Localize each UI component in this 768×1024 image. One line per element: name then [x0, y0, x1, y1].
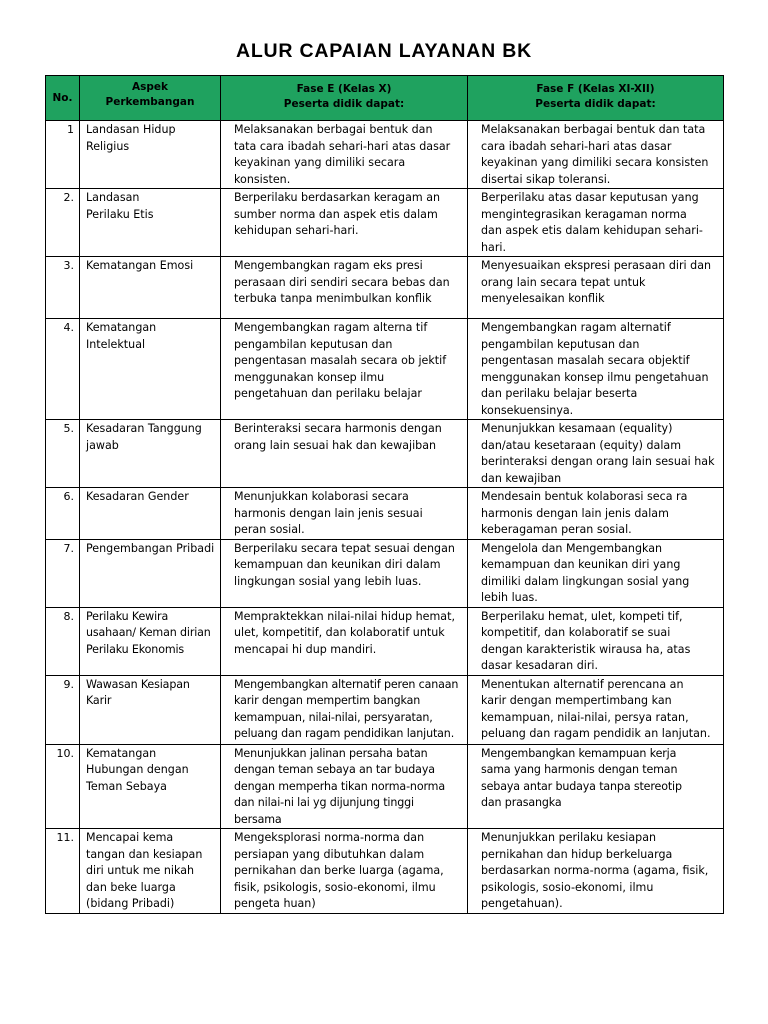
fase-f-cell-line: sama yang harmonis dengan teman — [481, 763, 678, 776]
fase-f-cell — [468, 675, 724, 744]
header-fase-f — [468, 76, 724, 121]
fase-e-cell-line: pernikahan dan berke luarga (agama, — [234, 864, 444, 877]
fase-f-cell — [468, 189, 724, 257]
fase-e-cell-line: Mengeksplorasi norma-norma dan — [234, 831, 425, 844]
fase-f-cell-line: peluang dan ragam pendidik an lanjutan. — [481, 727, 711, 740]
header-aspek-line: Aspek — [132, 81, 168, 93]
fase-f-cell-line: berinteraksi dengan orang lain sesuai hak — [481, 455, 715, 468]
fase-f-cell-line: karir dengan mempertimbang kan — [481, 694, 672, 707]
aspek-cell-line: Teman Sebaya — [86, 779, 167, 793]
fase-e-cell-line: Mempraktekkan nilai-nilai hidup hemat, — [234, 609, 455, 623]
aspek-cell-line: Kesadaran Gender — [86, 490, 189, 503]
row-number: 1 — [46, 121, 80, 189]
fase-e-cell-line: peluang dan ragam pendidikan lanjutan. — [234, 727, 455, 740]
fase-e-cell-line: pengambilan keputusan dan — [234, 337, 393, 351]
fase-e-cell-line: Mengembangkan ragam alterna tif — [234, 321, 428, 334]
table-row — [46, 121, 724, 189]
fase-f-cell — [468, 488, 724, 540]
fase-f-cell-line: menyelesaikan konflik — [481, 292, 605, 305]
fase-e-cell-line: Berperilaku secara tepat sesuai dengan — [234, 541, 455, 555]
fase-f-cell-line: dasar kesadaran diri. — [481, 659, 598, 672]
fase-f-cell-line: kemampuan, nilai-nilai, persya ratan, — [481, 710, 689, 724]
fase-f-cell-line: dan perilaku belajar beserta — [481, 387, 638, 400]
fase-f-cell-line: Mengembangkan kemampuan kerja — [481, 746, 677, 760]
fase-f-cell — [468, 607, 724, 675]
aspek-cell-line: Perilaku Etis — [86, 207, 154, 221]
aspek-cell-line: Karir — [86, 694, 112, 707]
table-row — [46, 607, 724, 675]
aspek-cell-line: Landasan Hidup — [86, 123, 176, 136]
fase-f-cell-line: Menunjukkan kesamaan (equality) — [481, 422, 673, 435]
fase-f-cell-line: Menentukan alternatif perencana an — [481, 677, 684, 691]
fase-f-cell-line: Berperilaku hemat, ulet, kompeti tif, — [481, 609, 683, 623]
fase-f-cell-line: psikologis, sosio-ekonomi, ilmu — [481, 880, 654, 894]
fase-e-cell-line: persiapan yang dibutuhkan dalam — [234, 847, 425, 861]
fase-f-cell-line: Menunjukkan perilaku kesiapan — [481, 831, 657, 844]
page-title: ALUR CAPAIAN LAYANAN BK — [235, 40, 533, 62]
table-row — [46, 420, 724, 488]
fase-e-cell-line: terbuka tanpa menimbulkan konflik — [234, 292, 432, 305]
aspek-cell — [80, 829, 221, 914]
fase-f-cell-line: Mendesain bentuk kolaborasi seca ra — [481, 490, 688, 503]
fase-f-cell — [468, 420, 724, 488]
aspek-cell — [80, 675, 221, 744]
fase-f-cell-line: dimiliki dalam lingkungan sosial yang — [481, 574, 690, 588]
aspek-cell-line: jawab — [86, 438, 119, 452]
header-fase-f-line: Fase F (Kelas XI-XII) — [536, 83, 655, 95]
fase-e-cell — [221, 189, 468, 257]
fase-f-cell-line: sebaya antar budaya tanpa stereotip — [481, 779, 682, 793]
row-number: 9. — [46, 675, 80, 744]
table-row — [46, 675, 724, 744]
aspek-cell-line: dan beke luarga — [86, 880, 176, 894]
fase-f-cell — [468, 319, 724, 420]
fase-f-cell-line: dan aspek etis dalam kehidupan sehari- — [481, 224, 703, 237]
fase-f-cell-line: pernikahan dan hidup berkeluarga — [481, 847, 673, 861]
aspek-cell — [80, 539, 221, 607]
table-row — [46, 319, 724, 420]
fase-e-cell-line: Menunjukkan kolaborasi secara — [234, 490, 409, 503]
fase-f-cell-line: Menyesuaikan ekspresi perasaan diri dan — [481, 259, 712, 272]
aspek-cell-line: Hubungan dengan — [86, 763, 189, 776]
fase-f-cell-line: keyakinan yang dimiliki secara konsisten — [481, 156, 709, 169]
aspek-cell-line: Kesadaran Tanggung — [86, 422, 202, 435]
fase-f-cell-line: Mengembangkan ragam alternatif — [481, 321, 671, 334]
fase-e-cell-line: Menunjukkan jalinan persaha batan — [234, 746, 428, 760]
fase-e-cell-line: Berperilaku berdasarkan keragam an — [234, 191, 441, 204]
fase-e-cell-line: fisik, psikologis, sosio-ekonomi, ilmu — [234, 880, 436, 894]
fase-f-cell — [468, 257, 724, 319]
fase-e-cell-line: menggunakan konsep ilmu — [234, 370, 385, 384]
fase-f-cell-line: dan kewajiban — [481, 471, 562, 485]
fase-e-cell — [221, 257, 468, 319]
fase-f-cell-line: Berperilaku atas dasar keputusan yang — [481, 191, 699, 204]
fase-e-cell-line: sumber norma dan aspek etis dalam — [234, 207, 438, 221]
row-number: 3. — [46, 257, 80, 319]
fase-f-cell-line: kompetitif, dan kolaboratif se suai — [481, 626, 671, 639]
row-number: 11. — [46, 829, 80, 914]
aspek-cell-line: Pengembangan Pribadi — [86, 541, 215, 555]
aspek-cell-line: Intelektual — [86, 337, 146, 351]
fase-f-cell-line: menggunakan konsep ilmu pengetahuan — [481, 370, 709, 384]
header-fase-f-line: Peserta didik dapat: — [535, 98, 656, 110]
fase-e-cell — [221, 121, 468, 189]
fase-e-cell-line: dengan memperha tikan norma-norma — [234, 779, 445, 793]
fase-e-cell-line: Mengembangkan alternatif peren canaan — [234, 677, 459, 691]
fase-f-cell-line: hari. — [481, 240, 506, 254]
fase-e-cell-line: ulet, kompetitif, dan kolaboratif untuk — [234, 626, 445, 639]
header-fase-e-line: Fase E (Kelas X) — [296, 83, 392, 95]
row-number: 2. — [46, 189, 80, 257]
fase-f-cell-line: dan/atau kesetaraan (equity) dalam — [481, 438, 682, 452]
fase-e-cell — [221, 829, 468, 914]
fase-f-cell-line: pengetahuan). — [481, 897, 563, 910]
row-number: 10. — [46, 744, 80, 829]
header-no: No. — [46, 76, 80, 121]
fase-e-cell-line: kehidupan sehari-hari. — [234, 224, 359, 237]
fase-f-cell-line: orang lain secara tepat untuk — [481, 275, 646, 289]
aspek-cell-line: usahaan/ Keman dirian — [86, 626, 211, 639]
fase-f-cell — [468, 539, 724, 607]
fase-f-cell-line: pengentasan masalah secara objektif — [481, 354, 690, 367]
fase-e-cell — [221, 488, 468, 540]
fase-e-cell — [221, 319, 468, 420]
header-aspek-line: Perkembangan — [105, 96, 195, 108]
aspek-cell — [80, 420, 221, 488]
table-row — [46, 257, 724, 319]
fase-f-cell-line: harmonis dengan lain jenis dalam — [481, 506, 669, 520]
fase-e-cell-line: konsisten. — [234, 172, 291, 186]
aspek-cell-line: Kematangan Emosi — [86, 259, 194, 272]
fase-f-cell — [468, 744, 724, 829]
fase-e-cell-line: Berinteraksi secara harmonis dengan — [234, 422, 442, 435]
fase-f-cell-line: konsekuensinya. — [481, 403, 574, 417]
fase-e-cell-line: keyakinan yang dimiliki secara — [234, 156, 406, 169]
aspek-cell — [80, 607, 221, 675]
fase-f-cell-line: Melaksanakan berbagai bentuk dan tata — [481, 123, 706, 136]
fase-e-cell-line: pengentasan masalah secara ob jektif — [234, 354, 447, 367]
fase-f-cell-line: dan prasangka — [481, 796, 562, 809]
fase-e-cell-line: mencapai hi dup mandiri. — [234, 642, 377, 656]
fase-f-cell-line: dengan karakteristik wirausa ha, atas — [481, 642, 691, 656]
table-row — [46, 539, 724, 607]
table-row — [46, 744, 724, 829]
fase-e-cell-line: orang lain sesuai hak dan kewajiban — [234, 438, 437, 452]
capaian-table — [45, 75, 724, 914]
aspek-cell-line: Wawasan Kesiapan — [86, 677, 190, 691]
aspek-cell-line: diri untuk me nikah — [86, 864, 195, 877]
aspek-cell-line: Kematangan — [86, 321, 157, 334]
row-number: 5. — [46, 420, 80, 488]
fase-f-cell-line: lebih luas. — [481, 591, 538, 604]
table-row — [46, 829, 724, 914]
aspek-cell-line: Landasan — [86, 191, 140, 204]
aspek-cell — [80, 319, 221, 420]
row-number: 7. — [46, 539, 80, 607]
fase-e-cell-line: pengeta huan) — [234, 897, 316, 910]
table-row — [46, 189, 724, 257]
aspek-cell — [80, 744, 221, 829]
fase-f-cell-line: mengintegrasikan keragaman norma — [481, 207, 687, 221]
fase-e-cell-line: harmonis dengan lain jenis sesuai — [234, 506, 423, 520]
fase-e-cell-line: dan nilai-ni lai yg dijunjung tinggi — [234, 796, 414, 809]
table-row — [46, 488, 724, 540]
header-fase-e-line: Peserta didik dapat: — [283, 98, 405, 110]
fase-e-cell — [221, 744, 468, 829]
fase-e-cell-line: karir dengan mempertim bangkan — [234, 694, 421, 707]
fase-e-cell-line: lingkungan sosial yang lebih luas. — [234, 574, 422, 588]
table-header-row — [46, 76, 724, 121]
fase-f-cell-line: disertai sikap toleransi. — [481, 172, 611, 186]
row-number: 6. — [46, 488, 80, 540]
fase-f-cell-line: kemampuan dan keunikan diri yang — [481, 558, 681, 571]
aspek-cell-line: Religius — [86, 139, 130, 153]
aspek-cell-line: Kematangan — [86, 746, 157, 760]
fase-e-cell-line: Melaksanakan berbagai bentuk dan — [234, 123, 433, 136]
fase-e-cell — [221, 539, 468, 607]
aspek-cell-line: Perilaku Ekonomis — [86, 642, 185, 656]
fase-e-cell-line: dengan teman sebaya an tar budaya — [234, 763, 435, 776]
header-aspek — [80, 76, 221, 121]
header-fase-e — [221, 76, 468, 121]
fase-f-cell-line: keberagaman peran sosial. — [481, 523, 632, 536]
fase-e-cell-line: pengetahuan dan perilaku belajar — [234, 387, 422, 400]
aspek-cell — [80, 257, 221, 319]
fase-f-cell-line: berdasarkan norma-norma (agama, fisik, — [481, 864, 709, 877]
fase-f-cell — [468, 121, 724, 189]
aspek-cell-line: Perilaku Kewira — [86, 609, 169, 623]
fase-e-cell — [221, 675, 468, 744]
fase-e-cell-line: kemampuan dan keunikan diri dalam — [234, 558, 441, 571]
aspek-cell-line: tangan dan kesiapan — [86, 847, 203, 861]
row-number: 4. — [46, 319, 80, 420]
fase-e-cell-line: perasaan diri sendiri secara bebas dan — [234, 275, 450, 289]
fase-e-cell-line: peran sosial. — [234, 523, 305, 536]
fase-f-cell-line: cara ibadah sehari-hari atas dasar — [481, 139, 672, 153]
table-body — [46, 121, 724, 914]
aspek-cell — [80, 121, 221, 189]
fase-f-cell-line: pengambilan keputusan dan — [481, 337, 640, 351]
aspek-cell — [80, 189, 221, 257]
fase-e-cell-line: kemampuan, nilai-nilai, persyaratan, — [234, 710, 433, 724]
fase-e-cell-line: tata cara ibadah sehari-hari atas dasar — [234, 139, 451, 153]
aspek-cell — [80, 488, 221, 540]
fase-f-cell — [468, 829, 724, 914]
aspek-cell-line: (bidang Pribadi) — [86, 897, 175, 910]
fase-e-cell-line: bersama — [234, 812, 282, 826]
fase-e-cell — [221, 607, 468, 675]
aspek-cell-line: Mencapai kema — [86, 831, 174, 844]
row-number: 8. — [46, 607, 80, 675]
fase-e-cell — [221, 420, 468, 488]
fase-e-cell-line: Mengembangkan ragam eks presi — [234, 259, 423, 272]
fase-f-cell-line: Mengelola dan Mengembangkan — [481, 541, 663, 555]
